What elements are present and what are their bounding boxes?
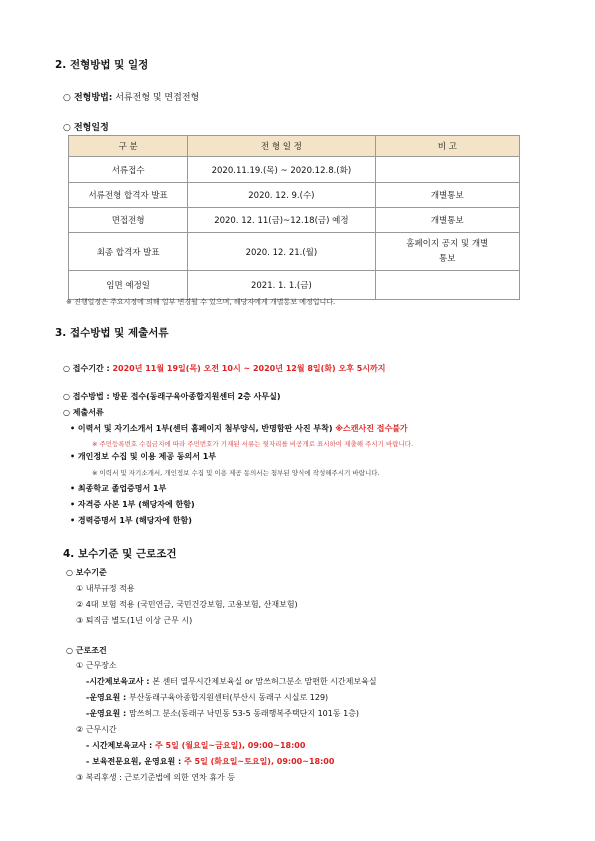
pay-item: ③ 퇴직금 별도(1년 이상 근무 시) — [76, 616, 193, 625]
resident-number-note: ※ 주민등록번호 수집금지에 따라 주민번호가 기재된 서류는 뒷자리를 비공개로 표시하여 제출해 주시기 바랍니다. — [92, 440, 414, 448]
section-4-title: 4. 보수기준 및 근로조건 — [63, 548, 177, 560]
table-cell: 서류전형 합격자 발표 — [69, 183, 188, 208]
header-note: 비 고 — [375, 136, 520, 157]
place-role: -시간제보육교사 : — [86, 677, 153, 686]
table-cell: 개별통보 — [375, 208, 520, 233]
place-text: 본 센터 열무시간제보육실 or 맘쓰허그분소 맘편한 시간제보육실 — [152, 677, 377, 686]
period-line — [63, 363, 385, 374]
period-value: 2020년 11월 19일(목) 오전 10시 ~ 2020년 12월 8일(화) 오후 5시까지 — [112, 364, 386, 373]
place-text: 부산동래구육아종합지원센터(부산시 동래구 시실로 129) — [129, 693, 329, 702]
welfare-item: ③ 복리후생 : 근로기준법에 의한 연차 휴가 등 — [76, 773, 236, 782]
time-role: - 시간제보육교사 : — [86, 741, 155, 750]
table-cell: 2020. 12. 21.(월) — [188, 233, 375, 271]
place-role: -운영요원 : — [86, 693, 130, 702]
work-label: ○ 근로조건 — [66, 646, 107, 655]
table-cell: 2020. 12. 9.(수) — [188, 183, 375, 208]
table-cell: 2021. 1. 1.(금) — [188, 271, 375, 300]
time-item — [86, 740, 305, 751]
method-line — [63, 90, 199, 103]
table-cell: 면접전형 — [69, 208, 188, 233]
table-cell: 개별통보 — [375, 183, 520, 208]
section-3-title: 3. 접수방법 및 제출서류 — [55, 327, 169, 339]
section-2-title: 2. 전형방법 및 일정 — [55, 59, 149, 71]
schedule-note: ※ 진행일정은 주요시정에 의해 일부 변경될 수 있으며, 해당자에게 개별통보 예정입니다. — [66, 298, 336, 306]
table-cell: 최종 합격자 발표 — [69, 233, 188, 271]
table-row — [69, 157, 520, 183]
schedule-label: ○ 전형일정 — [63, 123, 109, 133]
place-text: 맘쓰허그 분소(동래구 낙민동 53-5 동래행복주택단지 101동 1층) — [129, 709, 360, 718]
doc-item-diploma: • 최종학교 졸업증명서 1부 — [70, 484, 167, 493]
table-header-row — [69, 136, 520, 157]
time-value: 주 5일 (화요일~토요일), 09:00~18:00 — [183, 757, 335, 766]
table-cell: 서류접수 — [69, 157, 188, 183]
time-role: - 보육전문요원, 운영요원 : — [86, 757, 184, 766]
table-row — [69, 233, 520, 271]
header-schedule: 전 형 일 정 — [188, 136, 375, 157]
period-label: ○ 접수기간 : — [63, 364, 113, 373]
time-item — [86, 756, 334, 767]
method-label: ○ 전형방법: — [63, 93, 113, 103]
doc-item-consent: • 개인정보 수집 및 이용 제공 동의서 1부 — [70, 452, 217, 461]
doc-item-label: • 이력서 및 자기소개서 1부(센터 홈페이지 첨부양식, 반명함판 사진 부착) — [70, 424, 336, 433]
doc-item-license: • 자격증 사본 1부 (해당자에 한함) — [70, 500, 195, 509]
table-cell — [375, 157, 520, 183]
scan-warning: ※스캔사진 접수불가 — [335, 424, 408, 433]
table-cell — [375, 271, 520, 300]
table-row — [69, 183, 520, 208]
table-cell: 홈페이지 공지 및 개별 통보 — [375, 233, 520, 271]
docs-label: ○ 제출서류 — [63, 408, 104, 417]
time-label: ② 근무시간 — [76, 725, 117, 734]
place-item — [86, 676, 377, 687]
time-value: 주 5일 (월요일~금요일), 09:00~18:00 — [154, 741, 306, 750]
table-row — [69, 271, 520, 300]
place-item — [86, 708, 359, 719]
place-role: -운영요원 : — [86, 709, 130, 718]
doc-item-resume — [70, 423, 408, 434]
pay-item: ① 내부규정 적용 — [76, 584, 135, 593]
header-category: 구 분 — [69, 136, 188, 157]
schedule-table — [68, 135, 520, 300]
place-item — [86, 692, 328, 703]
receipt-method: ○ 접수방법 : 방문 접수(동래구육아종합지원센터 2층 사무실) — [63, 392, 281, 401]
table-row — [69, 208, 520, 233]
method-value: 서류전형 및 면접전형 — [112, 93, 200, 103]
doc-item-career: • 경력증명서 1부 (해당자에 한함) — [70, 516, 192, 525]
place-label: ① 근무장소 — [76, 661, 117, 670]
table-cell: 2020.11.19.(목) ~ 2020.12.8.(화) — [188, 157, 375, 183]
pay-label: ○ 보수기준 — [66, 568, 107, 577]
table-cell: 2020. 12. 11(금)~12.18(금) 예정 — [188, 208, 375, 233]
table-cell: 임면 예정일 — [69, 271, 188, 300]
consent-note: ※ 이력서 및 자기소개서, 개인정보 수집 및 이용 제공 동의서는 첨부된 양식에 작성해주시기 바랍니다. — [92, 469, 380, 477]
pay-item: ② 4대 보험 적용 (국민연금, 국민건강보험, 고용보험, 산재보험) — [76, 600, 298, 609]
